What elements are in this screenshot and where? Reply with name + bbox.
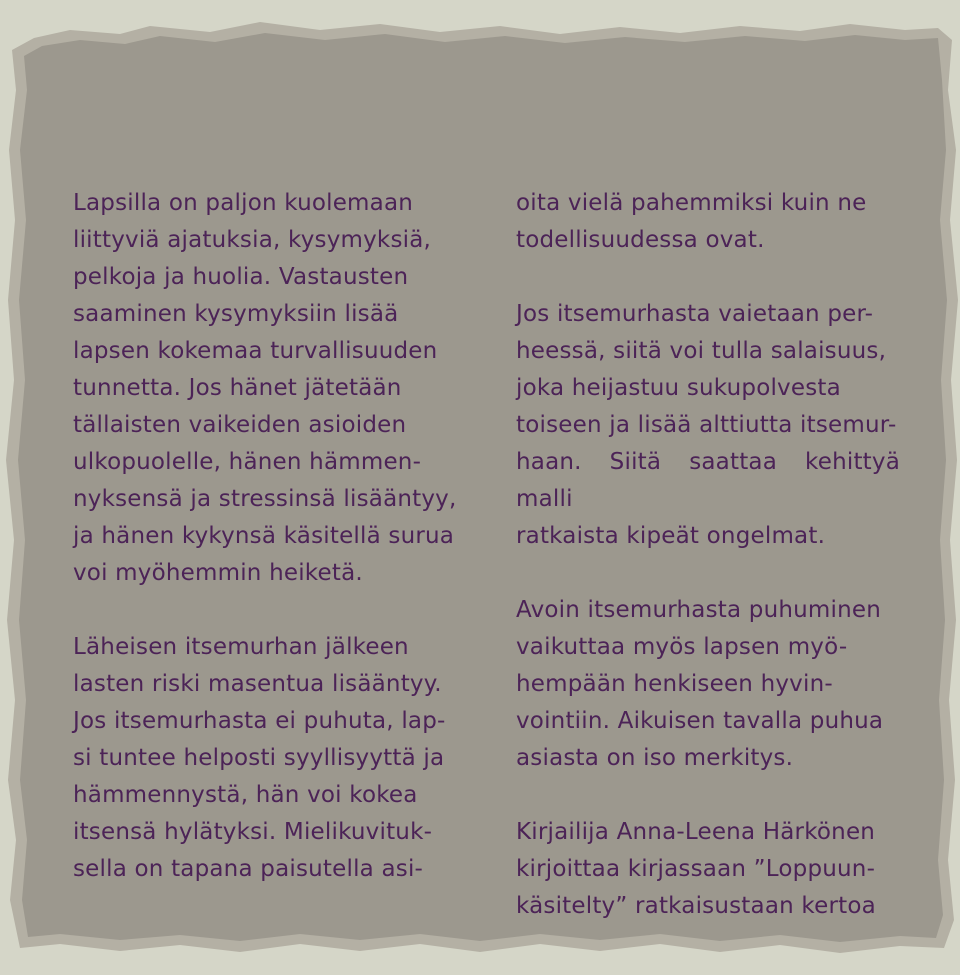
right-text-column <box>516 185 900 925</box>
right-paragraph-4: Kirjailija Anna-Leena Härkönen kirjoittaa kirjassaan ”Loppuun- käsitelty” ratkaisustaan kertoa <box>516 819 876 919</box>
left-text-column <box>73 185 463 888</box>
right-paragraph-3: Avoin itsemurhasta puhuminen vaikuttaa myös lapsen myö- hempään henkiseen hyvin- vointiin. Aikuisen tavalla puhua asiasta on iso merkitys. <box>516 597 884 771</box>
left-paragraph-1: Lapsilla on paljon kuolemaan liittyviä ajatuksia, kysymyksiä, pelkoja ja huolia. Vastausten saaminen kysymyksiin lisää lapsen kokemaa turvallisuuden tunnetta. Jos hänet jätetään tällaisten vaikeiden asioiden ulkopuolelle, hänen hämmen- nyksensä ja stressinsä lisääntyy, ja hänen kykynsä käsitellä surua voi myöhemmin heiketä. <box>73 190 457 586</box>
right-paragraph-2: Jos itsemurhasta vaietaan per- heessä, siitä voi tulla salaisuus, joka heijastuu sukupolvesta toiseen ja lisää alttiutta itsemur- haan. Siitä saattaa kehittyä malli ratkaista kipeät ongelmat. <box>516 301 900 549</box>
left-paragraph-2: Läheisen itsemurhan jälkeen lasten riski masentua lisääntyy. Jos itsemurhasta ei puhuta, lap- si tuntee helposti syyllisyyttä ja hämmennystä, hän voi kokea itsensä hylätyksi. Mielikuvituk- sella on tapana paisutella asi- <box>73 634 446 882</box>
right-paragraph-1: oita vielä pahemmiksi kuin ne todellisuudessa ovat. <box>516 190 867 253</box>
